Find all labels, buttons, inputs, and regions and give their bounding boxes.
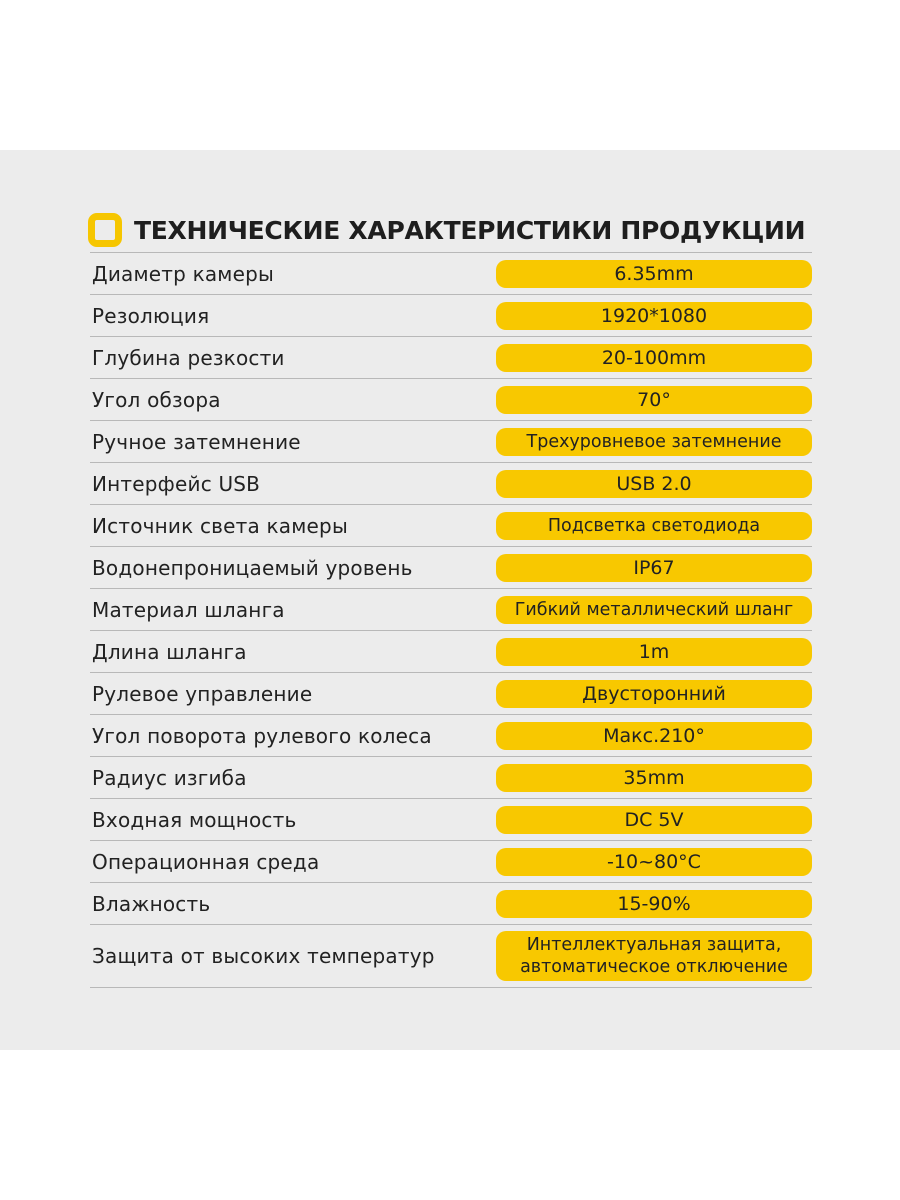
spec-label: Влажность (92, 891, 211, 916)
spec-label: Интерфейс USB (92, 471, 261, 496)
spec-value-line-2: автоматическое отключение (520, 957, 788, 977)
spec-value (496, 931, 812, 981)
spec-value: USB 2.0 (496, 470, 812, 498)
spec-row-waterproof-level (90, 547, 812, 589)
rounded-square-icon (88, 213, 122, 247)
spec-row-depth-of-field (90, 337, 812, 379)
spec-label: Рулевое управление (92, 681, 313, 706)
spec-row-overheat-protection (90, 925, 812, 988)
spec-row-usb-interface (90, 463, 812, 505)
spec-value: 1m (496, 638, 812, 666)
spec-label: Входная мощность (92, 807, 297, 832)
spec-table (90, 252, 812, 988)
spec-value: DC 5V (496, 806, 812, 834)
spec-value: 70° (496, 386, 812, 414)
spec-label: Длина шланга (92, 639, 247, 664)
spec-row-resolution (90, 295, 812, 337)
spec-label: Угол обзора (92, 387, 221, 412)
spec-label: Материал шланга (92, 597, 285, 622)
spec-value: Подсветка светодиода (496, 512, 812, 540)
page-title: ТЕХНИЧЕСКИЕ ХАРАКТЕРИСТИКИ ПРОДУКЦИИ (134, 215, 806, 245)
spec-label: Резолюция (92, 303, 210, 328)
spec-value: 20-100mm (496, 344, 812, 372)
spec-row-steering-angle (90, 715, 812, 757)
spec-row-camera-diameter (90, 253, 812, 295)
spec-value: 6.35mm (496, 260, 812, 288)
spec-row-operating-env (90, 841, 812, 883)
spec-label: Операционная среда (92, 849, 320, 874)
spec-row-steering (90, 673, 812, 715)
spec-row-input-power (90, 799, 812, 841)
spec-value: 15-90% (496, 890, 812, 918)
spec-value: -10~80°C (496, 848, 812, 876)
spec-label: Защита от высоких температур (92, 944, 435, 968)
spec-value: Макс.210° (496, 722, 812, 750)
spec-value: Гибкий металлический шланг (496, 596, 812, 624)
spec-row-view-angle (90, 379, 812, 421)
spec-value: 1920*1080 (496, 302, 812, 330)
spec-value: 35mm (496, 764, 812, 792)
spec-label: Диаметр камеры (92, 261, 274, 286)
spec-row-manual-dimming (90, 421, 812, 463)
spec-label: Угол поворота рулевого колеса (92, 723, 432, 748)
spec-label: Источник света камеры (92, 513, 348, 538)
title-row (88, 210, 805, 250)
spec-label: Радиус изгиба (92, 765, 247, 790)
spec-row-bend-radius (90, 757, 812, 799)
spec-value: Трехуровневое затемнение (496, 428, 812, 456)
spec-row-light-source (90, 505, 812, 547)
spec-row-humidity (90, 883, 812, 925)
spec-label: Глубина резкости (92, 345, 285, 370)
spec-value: Двусторонний (496, 680, 812, 708)
spec-row-hose-material (90, 589, 812, 631)
spec-label: Ручное затемнение (92, 429, 301, 454)
spec-label: Водонепроницаемый уровень (92, 555, 413, 580)
spec-value-line-1: Интеллектуальная защита, (526, 935, 782, 955)
spec-row-hose-length (90, 631, 812, 673)
spec-value: IP67 (496, 554, 812, 582)
